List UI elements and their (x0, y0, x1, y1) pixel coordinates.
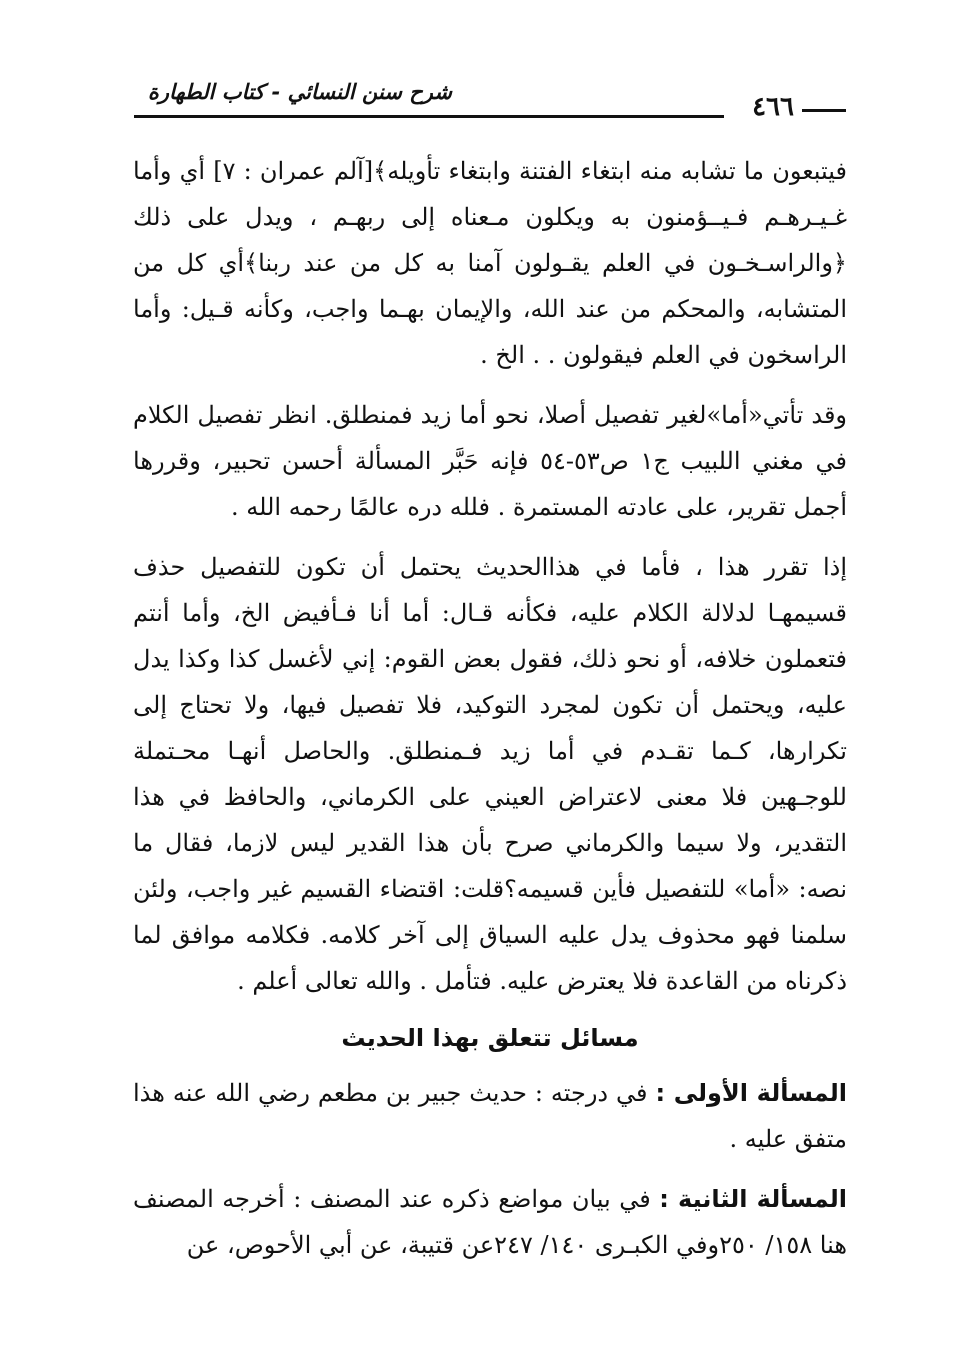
page-number-dash (802, 109, 846, 112)
issue-term: المسألة الثانية : (659, 1185, 848, 1213)
issue-text: في بيان مواضع ذكره عند المصنف : أخرجه المصنف هنا ١٥٨/ ٢٥٠وفي الكبـرى ١٤٠/ ٢٤٧عن قتيبة، عن أبي الأحوص، عن (133, 1185, 847, 1259)
issue-paragraph (133, 1070, 847, 1162)
paragraph: وقد تأتي«أما»لغير تفصيل أصلا، نحو أما زيد فمنطلق. انظر تفصيل الكلام في مغني اللبيب ج١ ص٥٣-٥٤ فإنه حَبَّر المسألة أحسن تحبير، وقررها أجمل تقرير، على عادته المستمرة . فلله دره عالمًا رحمه الله . (133, 401, 847, 521)
main-text (133, 148, 847, 1282)
paragraph: إذا تقرر هذا ، فأما في هذاالحديث يحتمل أن تكون للتفصيل حذف قسيمهـا لدلالة الكلام عليه، فكأنه قـال: أما أنا فـأفيض الخ، وأما أنتم فتعملون خلافه، أو نحو ذلك، فقول بعض القوم: إني لأغسل كذا وكذا يدل عليه، ويحتمل أن تكون لمجرد التوكيد، فلا تفصيل فيها، ولا تحتاج إلى تكرارها، كـما تقـدم في أما زيد فـمنطلق. والحاصل أنهـا محـتملة للوجـهين فلا معنى لاعتراض العيني على الكرماني، والحافظ في هذا التقدير، ولا سيما والكرماني صرح بأن هذا القدير ليس لازما، فقال ما نصه: «أما» للتفصيل فأين قسيمه؟قلت: اقتضاء القسيم غير واجب، ولئن سلمنا فهو محذوف يدل عليه السياق إلى آخر كلامه. فكلامه موافق لما ذكرناه من القاعدة فلا يعترض عليه. فتأمل . والله تعالى أعلم . (133, 553, 848, 995)
issue-paragraph (133, 1176, 847, 1268)
section-heading: مسائل تتعلق بهذا الحديث (341, 1024, 639, 1052)
page-number: ٤٦٦ (752, 92, 794, 122)
issue-text: في درجته : حديث جبير بن مطعم رضي الله عنه هذا متفق عليه . (133, 1079, 847, 1153)
issue-term: المسألة الأولى : (655, 1079, 847, 1107)
running-title: شرح سنن النسائي - كتاب الطهارة (147, 80, 452, 104)
paragraph: فيتبعون ما تشابه منه ابتغاء الفتنة وابتغاء تأويله﴾[آلم عمران : ٧] أي وأما غـيـرهـم فـيــؤمنون به ويكلون مـعناه إلى ربهـم ، ويدل على ذلك ﴿والراسـخـون في العلم يقـولون آمنا به كل من عند ربنا﴾أي كل من المتشابه، والمحكم من عند الله، والإيمان بهـما واجب، وكأنه قـيل: وأما الراسخون في العلم فيقولون . . الخ . (133, 157, 847, 369)
header-rule (134, 115, 724, 118)
page-header (134, 80, 846, 122)
